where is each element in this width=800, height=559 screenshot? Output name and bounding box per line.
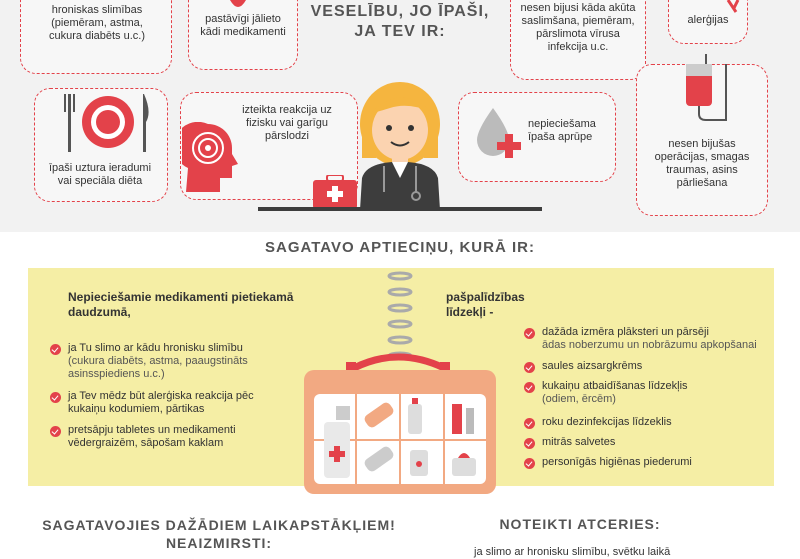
right-item-main: dažāda izmēra plāksteri un pārsēji xyxy=(542,326,709,338)
stress-text: izteikta reakcija uz fizisku vai garīgu pārslodzi xyxy=(242,104,332,142)
surgery-text: nesen bijušas operācijas, smagas traumas, asins pārliešana xyxy=(654,138,750,189)
chronic-illness-text: hroniskas slimības (piemēram, astma, cukura diabēts u.c.) xyxy=(49,4,145,42)
right-item xyxy=(542,416,766,429)
check-icon xyxy=(524,438,535,449)
plate-cutlery-icon xyxy=(62,92,154,154)
blood-drop-cross-icon xyxy=(475,108,525,164)
weather-heading-line: SAGATAVOJIES DAŽĀDIEM LAIKAPSTĀKĻIEM! xyxy=(42,517,396,533)
medicine-bag-illustration xyxy=(298,352,502,500)
iv-bag-icon xyxy=(676,54,736,124)
right-item-main: mitrās salvetes xyxy=(542,436,616,448)
left-item-main: ja Tu slimo ar kādu hronisku slimību xyxy=(68,342,243,354)
heading-line: JA TEV IR: xyxy=(354,23,446,40)
check-icon xyxy=(50,392,61,403)
check-icon xyxy=(50,344,61,355)
diet-text: īpaši uztura ieradumi vai speciāla diēta xyxy=(48,162,152,187)
first-aid-kit-icon xyxy=(313,175,357,209)
right-item xyxy=(542,360,766,373)
left-item-sub: (cukura diabēts, astma, paaugstināts asinsspiediens u.c.) xyxy=(68,355,248,380)
brain-maze-icon xyxy=(182,122,238,192)
left-item xyxy=(68,390,268,416)
conditions-heading xyxy=(300,2,500,42)
right-item xyxy=(542,380,766,406)
self-help-title: pašpalīdzības līdzekļi - xyxy=(446,290,525,319)
left-item xyxy=(68,342,268,381)
right-item-main: roku dezinfekcijas līdzeklis xyxy=(542,416,672,428)
nurse-desk-line xyxy=(258,207,542,211)
left-item-main: pretsāpju tabletes un medikamenti vēdergraizēm, sāpošam kaklam xyxy=(68,424,236,449)
first-aid-heading: SAGATAVO APTIECIŅU, KURĀ IR: xyxy=(265,239,535,256)
left-item-main: ja Tev mēdz būt alerģiska reakcija pēc kukaiņu kodumiem, pārtikas xyxy=(68,390,254,415)
right-item xyxy=(542,436,766,449)
allergies-text: alerģijas xyxy=(687,14,729,26)
heading-line: VESELĪBU, JO ĪPAŠI, xyxy=(310,3,490,20)
remember-heading: NOTEIKTI ATCERIES: xyxy=(499,516,661,532)
check-icon xyxy=(524,362,535,373)
medication-text: pastāvīgi jālieto kādi medikamenti xyxy=(200,13,286,38)
weather-heading-line: NEAIZMIRSTI: xyxy=(165,535,273,551)
check-icon xyxy=(524,458,535,469)
remember-text: ja slimo ar hronisku slimību, svētku laikā xyxy=(474,546,671,558)
left-item xyxy=(68,424,268,450)
right-item xyxy=(542,456,766,469)
check-icon xyxy=(50,426,61,437)
right-item xyxy=(542,326,766,352)
right-item-sub: ādas noberzumu un nobrāzumu apkopšanai xyxy=(542,339,757,351)
recent-illness-text: nesen bijusi kāda akūta saslimšana, piemēram, pārslimota vīrusa infekcija u.c. xyxy=(520,2,636,53)
weather-heading xyxy=(16,516,422,552)
right-item-sub: (odiem, ērcēm) xyxy=(542,393,616,405)
special-care-text: nepieciešama īpaša aprūpe xyxy=(528,118,596,143)
check-icon xyxy=(524,418,535,429)
right-item-main: saules aizsargkrēms xyxy=(542,360,643,372)
medications-title: Nepieciešamie medikamenti pietiekamā daudzumā, xyxy=(68,290,294,319)
right-item-main: kukaiņu atbaidīšanas līdzekļis xyxy=(542,380,688,392)
check-icon xyxy=(524,328,535,339)
allergy-icon xyxy=(726,0,740,14)
pill-icon xyxy=(228,0,248,12)
check-icon xyxy=(524,382,535,393)
right-item-main: personīgās higiēnas piederumi xyxy=(542,456,692,468)
